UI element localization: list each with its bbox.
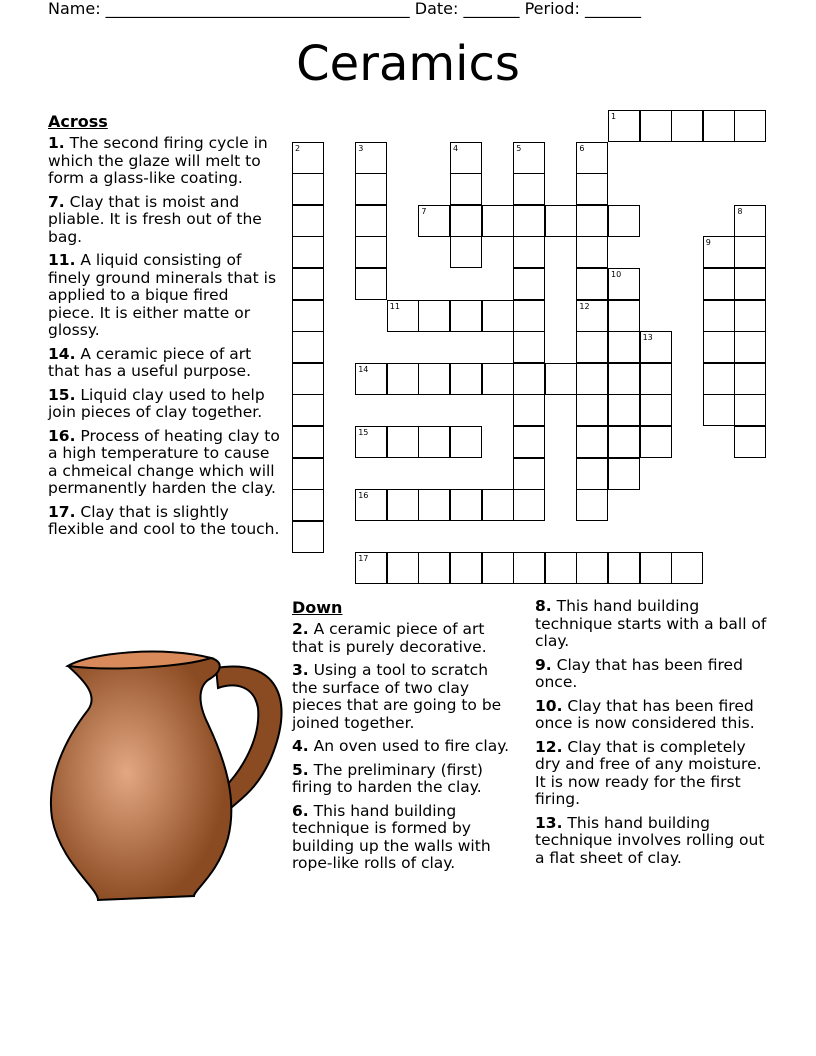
crossword-cell[interactable] xyxy=(608,331,640,363)
crossword-cell[interactable] xyxy=(355,489,387,521)
clue-number: 14. xyxy=(48,344,76,363)
clue-number: 16. xyxy=(48,426,76,445)
crossword-cell[interactable] xyxy=(450,300,482,332)
crossword-cell[interactable] xyxy=(671,110,703,142)
crossword-cell[interactable] xyxy=(640,331,672,363)
crossword-cell[interactable] xyxy=(355,173,387,205)
across-clue xyxy=(48,346,280,381)
crossword-cell[interactable] xyxy=(292,236,324,268)
crossword-cell[interactable] xyxy=(545,363,577,395)
crossword-cell[interactable] xyxy=(513,236,545,268)
cell-number: 7 xyxy=(421,206,427,216)
crossword-cell[interactable] xyxy=(513,331,545,363)
crossword-cell[interactable] xyxy=(608,110,640,142)
crossword-cell[interactable] xyxy=(355,268,387,300)
crossword-cell[interactable] xyxy=(576,458,608,490)
crossword-cell[interactable] xyxy=(576,394,608,426)
cell-number: 14 xyxy=(358,364,369,374)
down-clue-list-2 xyxy=(535,598,771,867)
crossword-cell[interactable] xyxy=(355,426,387,458)
clue-text: A ceramic piece of art that has a useful purpose. xyxy=(48,344,252,380)
cell-number: 9 xyxy=(705,238,711,248)
clue-text: This hand building technique is formed by building up the walls with rope-like rolls of clay. xyxy=(292,801,491,872)
cell-number: 12 xyxy=(579,301,590,311)
crossword-cell[interactable] xyxy=(513,363,545,395)
clue-text: A ceramic piece of art that is purely decorative. xyxy=(292,620,487,656)
down-clue xyxy=(292,803,514,873)
cell-number: 17 xyxy=(358,554,369,564)
clue-text: This hand building technique involves rolling out a flat sheet of clay. xyxy=(535,813,765,867)
clue-number: 2. xyxy=(292,620,309,638)
clue-text: Clay that is completely dry and free of any moisture. It is now ready for the first firing. xyxy=(535,737,762,808)
across-clue-list xyxy=(48,135,280,539)
crossword-cell[interactable] xyxy=(418,552,450,584)
crossword-cell[interactable] xyxy=(355,142,387,174)
crossword-cell[interactable] xyxy=(671,552,703,584)
down-clue xyxy=(535,815,771,868)
crossword-cell[interactable] xyxy=(292,331,324,363)
crossword-cell[interactable] xyxy=(418,300,450,332)
crossword-cell[interactable] xyxy=(482,205,514,237)
across-clue xyxy=(48,135,280,188)
crossword-cell[interactable] xyxy=(576,489,608,521)
crossword-cell[interactable] xyxy=(576,426,608,458)
down-clue xyxy=(292,662,514,732)
clue-text: Clay that has been fired once is now considered this. xyxy=(535,696,755,732)
crossword-cell[interactable] xyxy=(734,331,766,363)
page-title: Ceramics xyxy=(296,36,520,92)
crossword-cell[interactable] xyxy=(387,363,419,395)
crossword-cell[interactable] xyxy=(513,268,545,300)
clue-text: Clay that has been fired once. xyxy=(535,655,743,691)
clue-number: 1. xyxy=(48,134,65,152)
down-clue xyxy=(292,621,514,656)
crossword-cell[interactable] xyxy=(292,300,324,332)
down-clue-list-1 xyxy=(292,621,514,873)
crossword-cell[interactable] xyxy=(576,236,608,268)
clue-number: 12. xyxy=(535,737,563,756)
crossword-cell[interactable] xyxy=(482,300,514,332)
across-clue xyxy=(48,387,280,422)
crossword-cell[interactable] xyxy=(387,426,419,458)
clue-text: A liquid consisting of finely ground minerals that is applied to a bique fired piece. It is either matte or glossy. xyxy=(48,251,277,339)
crossword-cell[interactable] xyxy=(418,426,450,458)
crossword-cell[interactable] xyxy=(703,394,735,426)
crossword-cell[interactable] xyxy=(734,426,766,458)
clay-jug-icon xyxy=(46,638,286,908)
clue-number: 6. xyxy=(292,801,309,820)
clue-number: 9. xyxy=(535,655,552,674)
clue-number: 8. xyxy=(535,597,552,615)
crossword-cell[interactable] xyxy=(387,552,419,584)
crossword-cell[interactable] xyxy=(292,173,324,205)
clue-text: Process of heating clay to a high temperature to cause a chmeical change which will permanently harden the clay. xyxy=(48,426,280,497)
crossword-cell[interactable] xyxy=(450,236,482,268)
cell-number: 11 xyxy=(389,301,400,311)
down-clue xyxy=(535,739,771,809)
crossword-cell[interactable] xyxy=(513,173,545,205)
crossword-cell[interactable] xyxy=(576,363,608,395)
down-clue xyxy=(292,738,514,756)
clue-number: 17. xyxy=(48,502,76,521)
crossword-cell[interactable] xyxy=(576,300,608,332)
clue-text: Liquid clay used to help join pieces of clay together. xyxy=(48,385,265,421)
crossword-cell[interactable] xyxy=(387,489,419,521)
crossword-cell[interactable] xyxy=(450,173,482,205)
crossword-cell[interactable] xyxy=(640,110,672,142)
crossword-cell[interactable] xyxy=(703,110,735,142)
crossword-cell[interactable] xyxy=(576,331,608,363)
crossword-cell[interactable] xyxy=(703,268,735,300)
name-date-period-line[interactable]: Name: ______________________________________ Date: _______ Period: _______ xyxy=(48,0,641,18)
crossword-cell[interactable] xyxy=(292,268,324,300)
crossword-cell[interactable] xyxy=(292,521,324,553)
crossword-cell[interactable] xyxy=(482,363,514,395)
crossword-cell[interactable] xyxy=(513,205,545,237)
cell-number: 6 xyxy=(579,143,585,153)
crossword-cell[interactable] xyxy=(640,394,672,426)
crossword-cell[interactable] xyxy=(292,489,324,521)
crossword-cell[interactable] xyxy=(513,300,545,332)
down-clue xyxy=(535,657,771,692)
crossword-cell[interactable] xyxy=(640,363,672,395)
crossword-cell[interactable] xyxy=(545,205,577,237)
across-clue xyxy=(48,428,280,498)
crossword-cell[interactable] xyxy=(608,394,640,426)
crossword-cell[interactable] xyxy=(292,363,324,395)
clue-number: 15. xyxy=(48,385,76,404)
clue-text: Using a tool to scratch the surface of two clay pieces that are going to be joined together. xyxy=(292,661,502,732)
crossword-cell[interactable] xyxy=(608,205,640,237)
cell-number: 3 xyxy=(358,143,364,153)
crossword-cell[interactable] xyxy=(450,363,482,395)
clue-number: 5. xyxy=(292,760,309,779)
crossword-cell[interactable] xyxy=(734,110,766,142)
clue-number: 7. xyxy=(48,192,65,211)
cell-number: 13 xyxy=(642,333,653,343)
crossword-cell[interactable] xyxy=(608,300,640,332)
down-clues-column-1 xyxy=(292,598,514,879)
crossword-cell[interactable] xyxy=(545,552,577,584)
crossword-cell[interactable] xyxy=(355,552,387,584)
crossword-cell[interactable] xyxy=(608,268,640,300)
crossword-cell[interactable] xyxy=(513,458,545,490)
clue-text: An oven used to fire clay. xyxy=(313,737,510,755)
crossword-cell[interactable] xyxy=(703,300,735,332)
down-clues-column-2 xyxy=(535,598,771,873)
across-clues xyxy=(48,112,280,545)
cell-number: 8 xyxy=(737,206,743,216)
crossword-cell[interactable] xyxy=(450,205,482,237)
crossword-cell[interactable] xyxy=(292,426,324,458)
cell-number: 5 xyxy=(516,143,522,153)
crossword-cell[interactable] xyxy=(734,394,766,426)
crossword-cell[interactable] xyxy=(513,394,545,426)
crossword-cell[interactable] xyxy=(734,300,766,332)
crossword-cell[interactable] xyxy=(576,552,608,584)
crossword-cell[interactable] xyxy=(703,331,735,363)
cell-number: 16 xyxy=(358,491,369,501)
clue-number: 10. xyxy=(535,696,563,715)
crossword-cell[interactable] xyxy=(734,268,766,300)
crossword-cell[interactable] xyxy=(482,489,514,521)
across-clue xyxy=(48,252,280,340)
crossword-cell[interactable] xyxy=(450,552,482,584)
crossword-cell[interactable] xyxy=(513,489,545,521)
cell-number: 2 xyxy=(295,143,301,153)
across-heading: Across xyxy=(48,112,108,131)
clue-text: The preliminary (first) firing to harden the clay. xyxy=(292,760,483,796)
crossword-cell[interactable] xyxy=(292,205,324,237)
crossword-cell[interactable] xyxy=(292,142,324,174)
crossword-cell[interactable] xyxy=(608,552,640,584)
crossword-cell[interactable] xyxy=(418,205,450,237)
crossword-cell[interactable] xyxy=(513,142,545,174)
crossword-cell[interactable] xyxy=(387,300,419,332)
crossword-cell[interactable] xyxy=(703,236,735,268)
down-clue xyxy=(535,698,771,733)
crossword-cell[interactable] xyxy=(703,363,735,395)
clue-number: 3. xyxy=(292,661,309,679)
crossword-cell[interactable] xyxy=(292,458,324,490)
crossword-cell[interactable] xyxy=(482,552,514,584)
down-heading: Down xyxy=(292,598,343,617)
crossword-cell[interactable] xyxy=(292,394,324,426)
crossword-cell[interactable] xyxy=(418,363,450,395)
cell-number: 10 xyxy=(611,270,622,279)
clue-number: 11. xyxy=(48,251,76,269)
across-clue xyxy=(48,194,280,247)
crossword-cell[interactable] xyxy=(355,236,387,268)
crossword-cell[interactable] xyxy=(418,489,450,521)
crossword-cell[interactable] xyxy=(608,363,640,395)
clue-text: Clay that is moist and pliable. It is fresh out of the bag. xyxy=(48,192,262,246)
clue-text: Clay that is slightly flexible and cool to the touch. xyxy=(48,502,280,538)
crossword-cell[interactable] xyxy=(734,205,766,237)
crossword-cell[interactable] xyxy=(355,205,387,237)
crossword-cell[interactable] xyxy=(513,426,545,458)
crossword-cell[interactable] xyxy=(450,426,482,458)
crossword-cell[interactable] xyxy=(734,236,766,268)
crossword-cell[interactable] xyxy=(576,142,608,174)
clue-text: This hand building technique starts with a ball of clay. xyxy=(535,597,767,650)
cell-number: 4 xyxy=(453,143,459,153)
crossword-cell[interactable] xyxy=(734,363,766,395)
down-clue xyxy=(535,598,771,651)
cell-number: 1 xyxy=(611,112,617,121)
crossword-cell[interactable] xyxy=(576,173,608,205)
crossword-cell[interactable] xyxy=(513,552,545,584)
clue-number: 4. xyxy=(292,737,309,755)
cell-number: 15 xyxy=(358,428,369,437)
crossword-cell[interactable] xyxy=(576,268,608,300)
crossword-cell[interactable] xyxy=(450,489,482,521)
crossword-cell[interactable] xyxy=(640,552,672,584)
crossword-cell[interactable] xyxy=(576,205,608,237)
across-clue xyxy=(48,504,280,539)
crossword-cell[interactable] xyxy=(355,363,387,395)
down-clue xyxy=(292,762,514,797)
crossword-cell[interactable] xyxy=(640,426,672,458)
clue-number: 13. xyxy=(535,813,563,832)
crossword-cell[interactable] xyxy=(450,142,482,174)
crossword-cell[interactable] xyxy=(608,426,640,458)
clue-text: The second firing cycle in which the glaze will melt to form a glass-like coating. xyxy=(48,134,268,187)
crossword-cell[interactable] xyxy=(608,458,640,490)
